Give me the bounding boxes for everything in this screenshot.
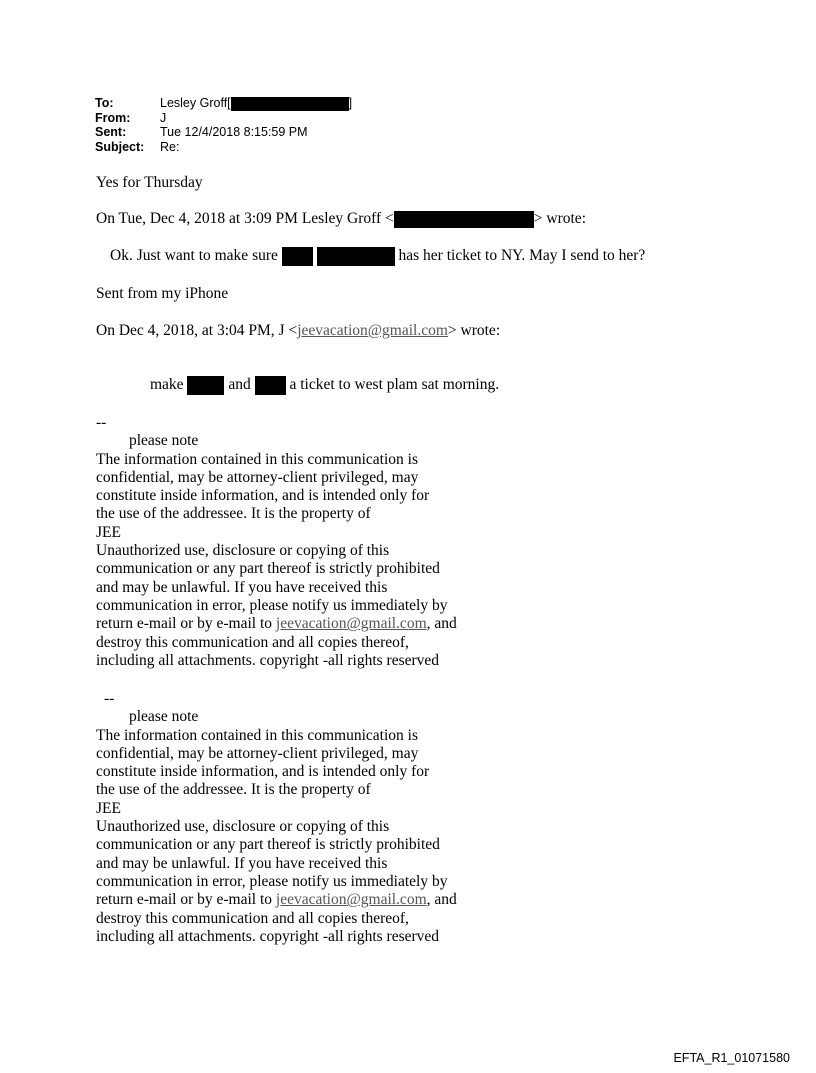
sent-label: Sent:: [95, 125, 127, 140]
note-heading: please note: [129, 432, 199, 450]
from-label: From:: [95, 110, 131, 125]
dash-separator: --: [104, 690, 115, 707]
subject-row: [95, 140, 352, 155]
bates-number: EFTA_R1_01071580: [673, 1051, 790, 1065]
quote1-text: Ok. Just want to make sure has her ticket to NY. May I send to her?: [110, 247, 646, 265]
to-label: To:: [95, 96, 114, 110]
signature-text: Sent from my iPhone: [96, 285, 229, 302]
from-value: J: [160, 110, 167, 125]
sent-value: Tue 12/4/2018 8:15:59 PM: [160, 125, 308, 140]
from-row: [95, 111, 352, 126]
disclaimer-block-2: -- please note The information contained in this communication is confidential, may be attorney-client privileged, may constitute inside information, and is intended only for the use of the addressee. It is the property of JEE Unauthorized use, disclosure or copying of this communication or any part thereof is strictly prohibited and may be unlawful. If you have received this communication in error, please notify us immediately by return e-mail or by e-mail to jeevacation@gmail.com, and destroy this communication and all copies thereof, including all attachments. copyright -all rights reserved: [96, 690, 457, 945]
redaction-box: [282, 247, 313, 266]
email-header: [95, 96, 352, 154]
disclaimer-block-1: -- please note The information contained in this communication is confidential, may be attorney-client privileged, may constitute inside information, and is intended only for the use of the addressee. It is the property of JEE Unauthorized use, disclosure or copying of this communication or any part thereof is strictly prohibited and may be unlawful. If you have received this communication in error, please notify us immediately by return e-mail or by e-mail to jeevacation@gmail.com, and destroy this communication and all copies thereof, including all attachments. copyright -all rights reserved: [96, 414, 457, 669]
email-link[interactable]: jeevacation@gmail.com: [297, 322, 448, 339]
to-value: Lesley Groff[ ]: [160, 96, 353, 110]
reply-text: Yes for Thursday: [96, 174, 203, 191]
email-link[interactable]: jeevacation@gmail.com: [275, 615, 427, 633]
note-heading: please note: [129, 708, 199, 726]
email-link[interactable]: jeevacation@gmail.com: [275, 891, 427, 909]
redaction-box: [187, 376, 224, 395]
quote2-intro: On Dec 4, 2018, at 3:04 PM, J <jeevacation@gmail.com> wrote:: [96, 322, 501, 339]
dash-separator: --: [96, 414, 107, 431]
redaction-box: [255, 376, 286, 395]
redaction-box: [394, 211, 534, 228]
subject-value: Re:: [160, 139, 180, 154]
redaction-box: [317, 247, 395, 266]
to-row: [95, 96, 352, 111]
quote1-intro: On Tue, Dec 4, 2018 at 3:09 PM Lesley Groff < > wrote:: [96, 210, 586, 227]
subject-label: Subject:: [95, 139, 145, 154]
redaction-box: [231, 97, 349, 111]
quoted-message: make and a ticket to west plam sat morning.: [150, 376, 500, 394]
sent-row: [95, 125, 352, 140]
